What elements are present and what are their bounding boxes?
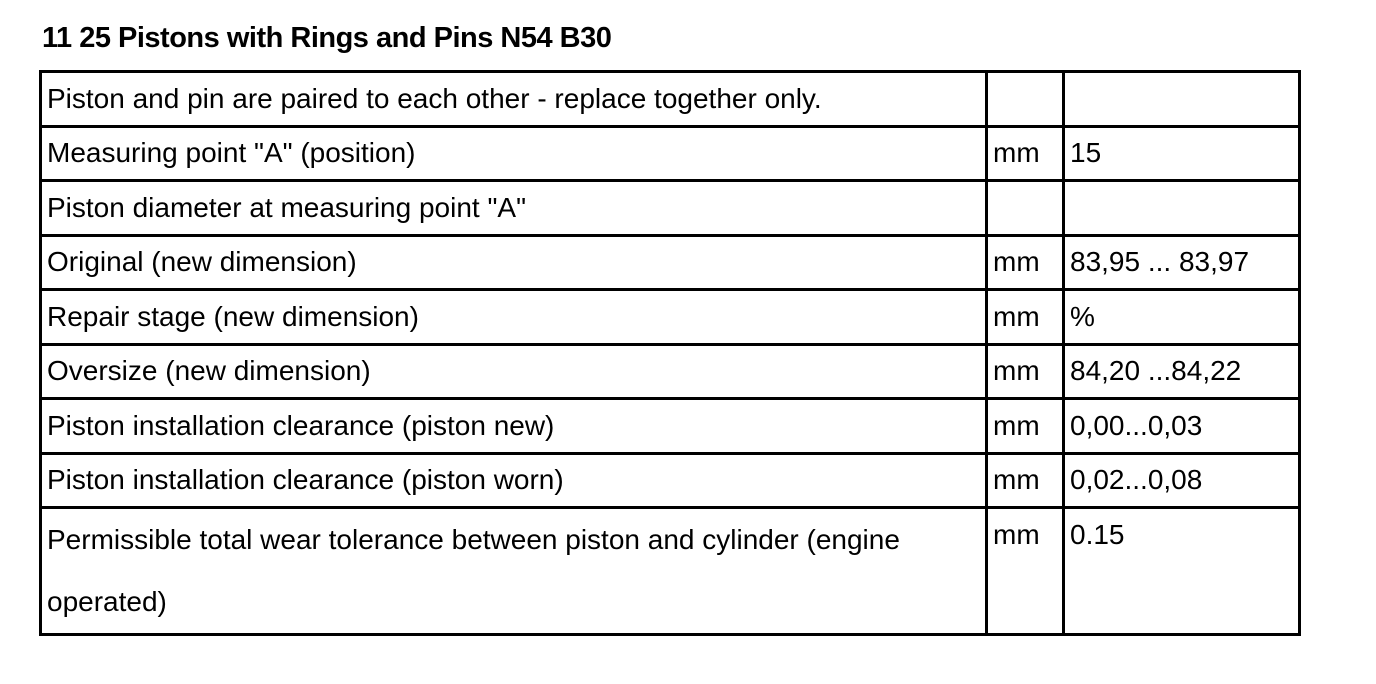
row-value: 84,20 ...84,22 (1064, 344, 1300, 399)
page-title: 11 25 Pistons with Rings and Pins N54 B30 (42, 22, 612, 54)
row-description: Piston installation clearance (piston new) (41, 399, 987, 454)
row-value: 0,00...0,03 (1064, 399, 1300, 454)
table-row (41, 235, 1300, 290)
row-description: Measuring point "A" (position) (41, 126, 987, 181)
table-row (41, 453, 1300, 508)
row-value (1064, 181, 1300, 236)
row-unit (987, 181, 1064, 236)
row-unit: mm (987, 235, 1064, 290)
table-row (41, 72, 1300, 127)
row-value: 15 (1064, 126, 1300, 181)
row-description: Repair stage (new dimension) (41, 290, 987, 345)
row-unit: mm (987, 508, 1064, 635)
row-value: 0.15 (1064, 508, 1300, 635)
row-value (1064, 72, 1300, 127)
table-row (41, 344, 1300, 399)
row-unit (987, 72, 1064, 127)
row-unit: mm (987, 399, 1064, 454)
spec-table (39, 70, 1301, 636)
row-description: Oversize (new dimension) (41, 344, 987, 399)
row-unit: mm (987, 344, 1064, 399)
row-value: 0,02...0,08 (1064, 453, 1300, 508)
row-description: Permissible total wear tolerance between piston and cylinder (engine operated) (41, 508, 987, 635)
row-unit: mm (987, 453, 1064, 508)
row-unit: mm (987, 290, 1064, 345)
row-description: Piston and pin are paired to each other - replace together only. (41, 72, 987, 127)
table-row (41, 290, 1300, 345)
row-value: 83,95 ... 83,97 (1064, 235, 1300, 290)
row-value: % (1064, 290, 1300, 345)
table-row (41, 399, 1300, 454)
table-row (41, 508, 1300, 635)
row-description: Original (new dimension) (41, 235, 987, 290)
table-row (41, 181, 1300, 236)
row-description: Piston installation clearance (piston worn) (41, 453, 987, 508)
row-unit: mm (987, 126, 1064, 181)
row-description: Piston diameter at measuring point "A" (41, 181, 987, 236)
table-row (41, 126, 1300, 181)
